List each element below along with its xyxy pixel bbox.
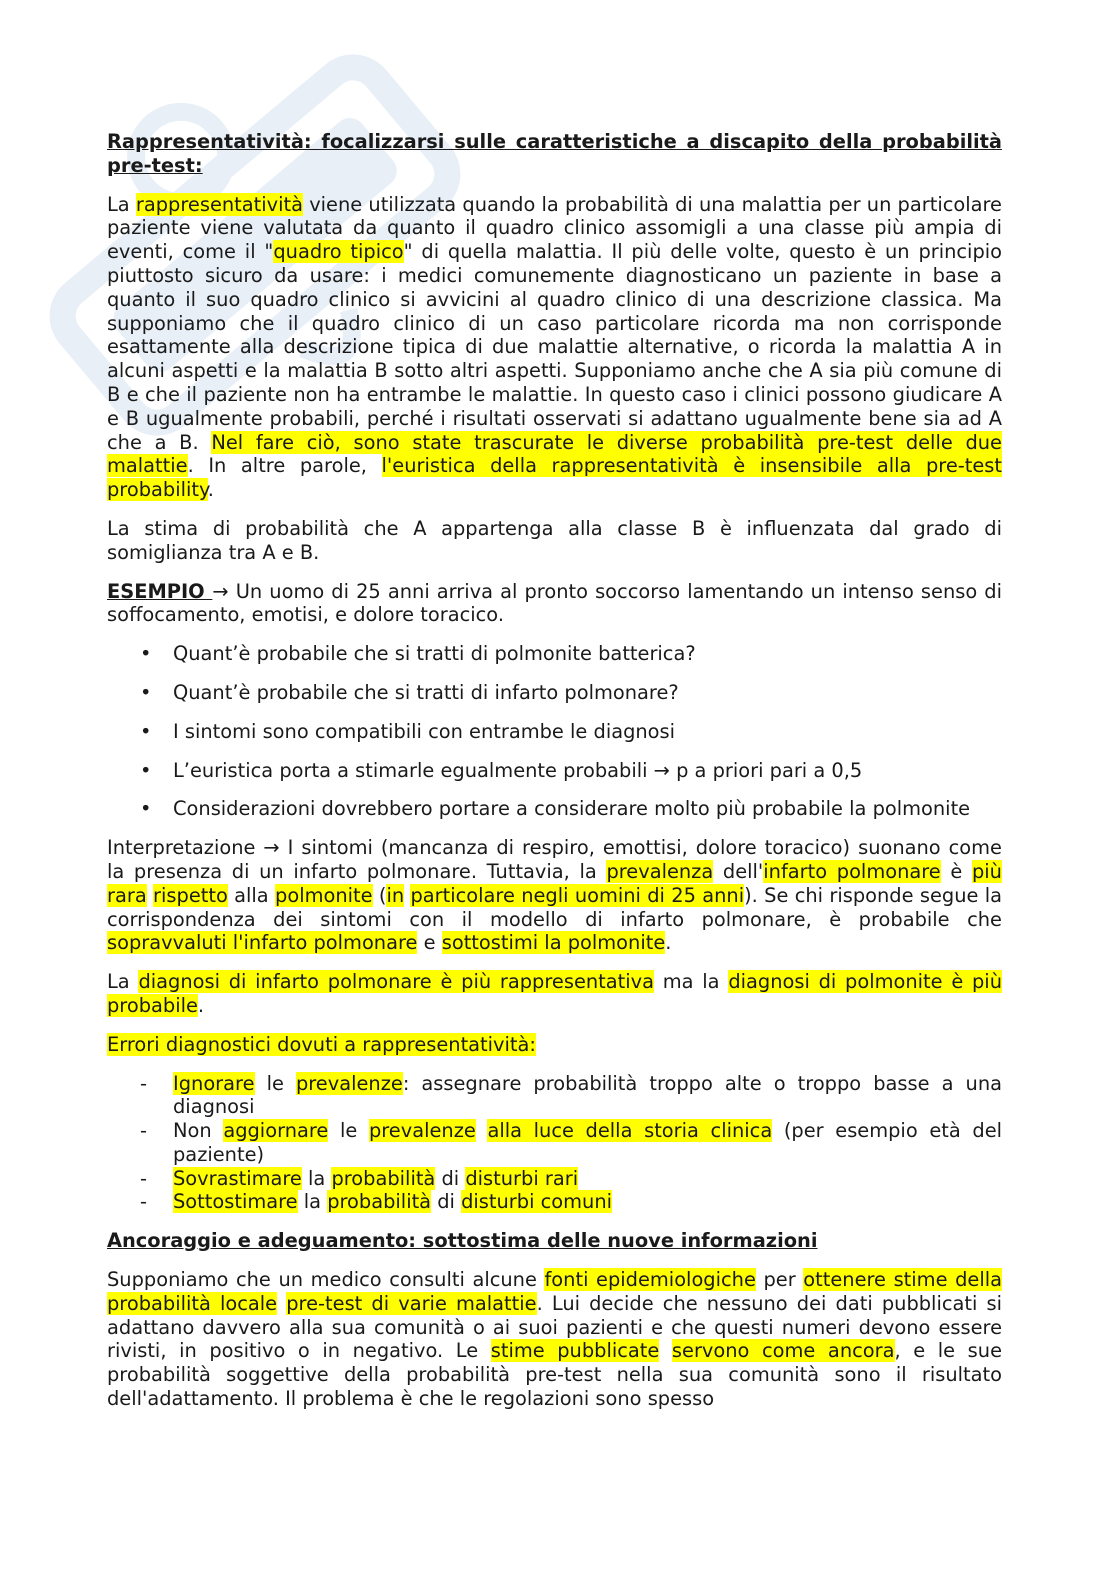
paragraph-example: ESEMPIO → Un uomo di 25 anni arriva al pronto soccorso lamentando un intenso senso di soffocamento, emotisi, e dolore toracico. [107,579,1002,627]
list-item: - Sovrastimare la probabilità di disturbi rari [107,1167,1002,1191]
example-label: ESEMPIO [107,579,213,603]
paragraph-representativeness: La rappresentatività viene utilizzata quando la probabilità di una malattia per un particolare paziente viene valutata da quanto il quadro clinico assomigli a una classe più ampia di eventi, come il "quadro tipico" di quella malattia. Il più delle volte, questo è un principio piuttosto sicuro da usare: i medici comunemente diagnosticano un paziente in base a quanto il suo quadro clinico si avvicini al quadro clinico di una descrizione classica. Ma supponiamo che il quadro clinico di un caso particolare ricorda ma non corrisponde esattamente alla descrizione tipica di due malattie alternative, o ricorda la malattia A in alcuni aspetti e la malattia B sotto altri aspetti. Supponiamo anche che A sia più comune di B e che il paziente non ha entrambe le malattie. In questo caso i clinici possono giudicare A e B ugualmente probabili, perché i risultati osservati si adattano ugualmente bene sia ad A che a B. Nel fare ciò, sono state trascurate le diverse probabilità pre-test delle due malattie. In altre parole, l'euristica della rappresentatività è insensibile alla pre-test probability. [107,192,1003,502]
list-item: • Considerazioni dovrebbero portare a considerare molto più probabile la polmonite [107,797,1002,821]
paragraph-diagnosis-comparison: La diagnosi di infarto polmonare è più rappresentativa ma la diagnosi di polmonite è più probabile. [107,970,1002,1017]
list-item: • Quant’è probabile che si tratti di polmonite batterica? [107,642,1002,666]
example-bullet-list [107,642,1002,821]
section-heading-representativeness: Rappresentatività: focalizzarsi sulle caratteristiche a discapito della probabilità pre-test: [107,130,1002,177]
list-item: - Ignorare le prevalenze: assegnare probabilità troppo alte o troppo basse a una diagnosi [107,1072,1002,1120]
errors-list [107,1072,1002,1215]
paragraph-similarity: La stima di probabilità che A appartenga alla classe B è influenzata dal grado di somiglianza tra A e B. [107,516,1002,564]
section-heading-anchoring: Ancoraggio e adeguamento: sottostima delle nuove informazioni [107,1229,818,1253]
list-item: • Quant’è probabile che si tratti di infarto polmonare? [107,681,1002,705]
document-page [107,130,1002,1426]
list-item: - Non aggiornare le prevalenze alla luce della storia clinica (per esempio età del paziente) [107,1119,1002,1167]
paragraph-interpretation: Interpretazione → I sintomi (mancanza di respiro, emottisi, dolore toracico) suonano come la presenza di un infarto polmonare. Tuttavia, la prevalenza dell'infarto polmonare è più rara rispetto alla polmonite (in particolare negli uomini di 25 anni). Se chi risponde segue la corrispondenza dei sintomi con il modello di infarto polmonare, è probabile che sopravvaluti l'infarto polmonare e sottostimi la polmonite. [107,836,1003,955]
list-item: - Sottostimare la probabilità di disturbi comuni [107,1190,1002,1214]
list-item: • L’euristica porta a stimarle egualmente probabili → p a priori pari a 0,5 [107,759,1002,783]
errors-title: Errori diagnostici dovuti a rappresentatività: [107,1032,536,1056]
arrow-right-icon: → [263,836,280,860]
paragraph-anchoring: Supponiamo che un medico consulti alcune fonti epidemiologiche per ottenere stime della probabilità locale pre-test di varie malattie. Lui decide che nessuno dei dati pubblicati si adattano davvero alla sua comunità o ai suoi pazienti e che questi numeri devono essere rivisti, in positivo o in negativo. Le stime pubblicate servono come ancora, e le sue probabilità soggettive della probabilità pre-test nella sua comunità sono il risultato dell'adattamento. Il problema è che le regolazioni sono spesso [107,1268,1002,1411]
arrow-right-icon: → [212,579,229,603]
list-item: • I sintomi sono compatibili con entrambe le diagnosi [107,720,1002,744]
arrow-right-icon: → [653,758,670,782]
